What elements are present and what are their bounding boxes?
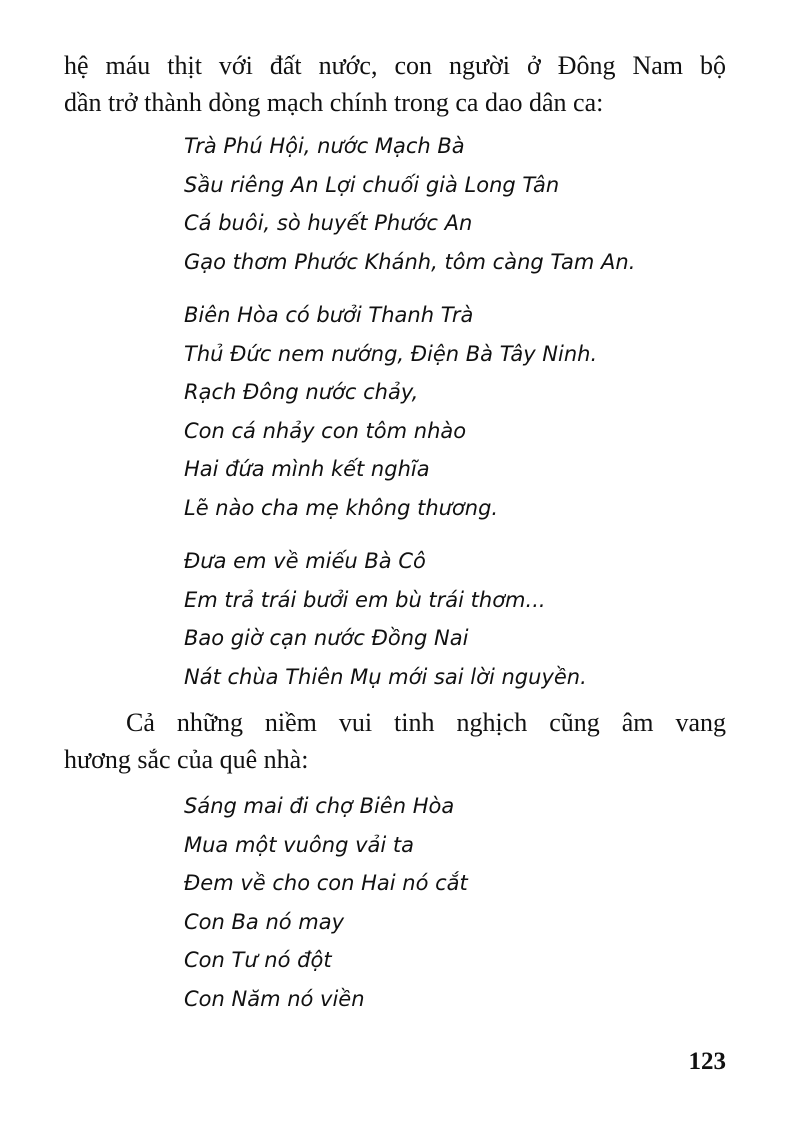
verse-line: Hai đứa mình kết nghĩa <box>184 457 430 482</box>
verse-line: Gạo thơm Phước Khánh, tôm càng Tam An. <box>184 249 636 274</box>
intro-paragraph <box>64 47 726 121</box>
verse-stanza-4 <box>184 787 468 1019</box>
verse-line: Sáng mai đi chợ Biên Hòa <box>184 794 455 818</box>
verse-line: Con Ba nó may <box>184 909 345 934</box>
intro-line-2: dần trở thành dòng mạch chính trong ca dao dân ca: <box>64 88 604 117</box>
body-paragraph <box>64 704 726 778</box>
verse-line: Bao giờ cạn nước Đồng Nai <box>184 626 469 651</box>
paragraph-line-2: hương sắc của quê nhà: <box>64 745 309 774</box>
verse-line: Lẽ nào cha mẹ không thương. <box>184 495 499 520</box>
verse-stanza-3 <box>184 542 587 696</box>
verse-stanza-1 <box>184 127 635 281</box>
verse-line: Em trả trái bưởi em bù trái thơm... <box>184 587 546 612</box>
verse-line: Trà Phú Hội, nước Mạch Bà <box>184 134 465 158</box>
verse-stanza-2 <box>184 296 597 528</box>
verse-line: Con Tư nó đột <box>184 948 332 973</box>
verse-line: Đem về cho con Hai nó cắt <box>184 871 468 896</box>
verse-line: Sầu riêng An Lợi chuối già Long Tân <box>184 172 560 197</box>
verse-line: Nát chùa Thiên Mụ mới sai lời nguyền. <box>184 664 587 689</box>
verse-line: Rạch Đông nước chảy, <box>184 380 419 405</box>
page-number: 123 <box>688 1048 726 1075</box>
verse-line: Cá buôi, sò huyết Phước An <box>184 211 473 236</box>
verse-line: Biên Hòa có bưởi Thanh Trà <box>184 303 474 327</box>
verse-line: Đưa em về miếu Bà Cô <box>184 549 426 573</box>
verse-line: Con cá nhảy con tôm nhào <box>184 418 467 443</box>
paragraph-line-1: Cả những niềm vui tinh nghịch cũng âm vang <box>126 708 726 737</box>
verse-line: Thủ Đức nem nướng, Điện Bà Tây Ninh. <box>184 341 598 366</box>
intro-line-1: hệ máu thịt với đất nước, con người ở Đông Nam bộ <box>64 51 726 80</box>
verse-line: Con Năm nó viền <box>184 986 365 1011</box>
verse-line: Mua một vuông vải ta <box>184 832 414 857</box>
